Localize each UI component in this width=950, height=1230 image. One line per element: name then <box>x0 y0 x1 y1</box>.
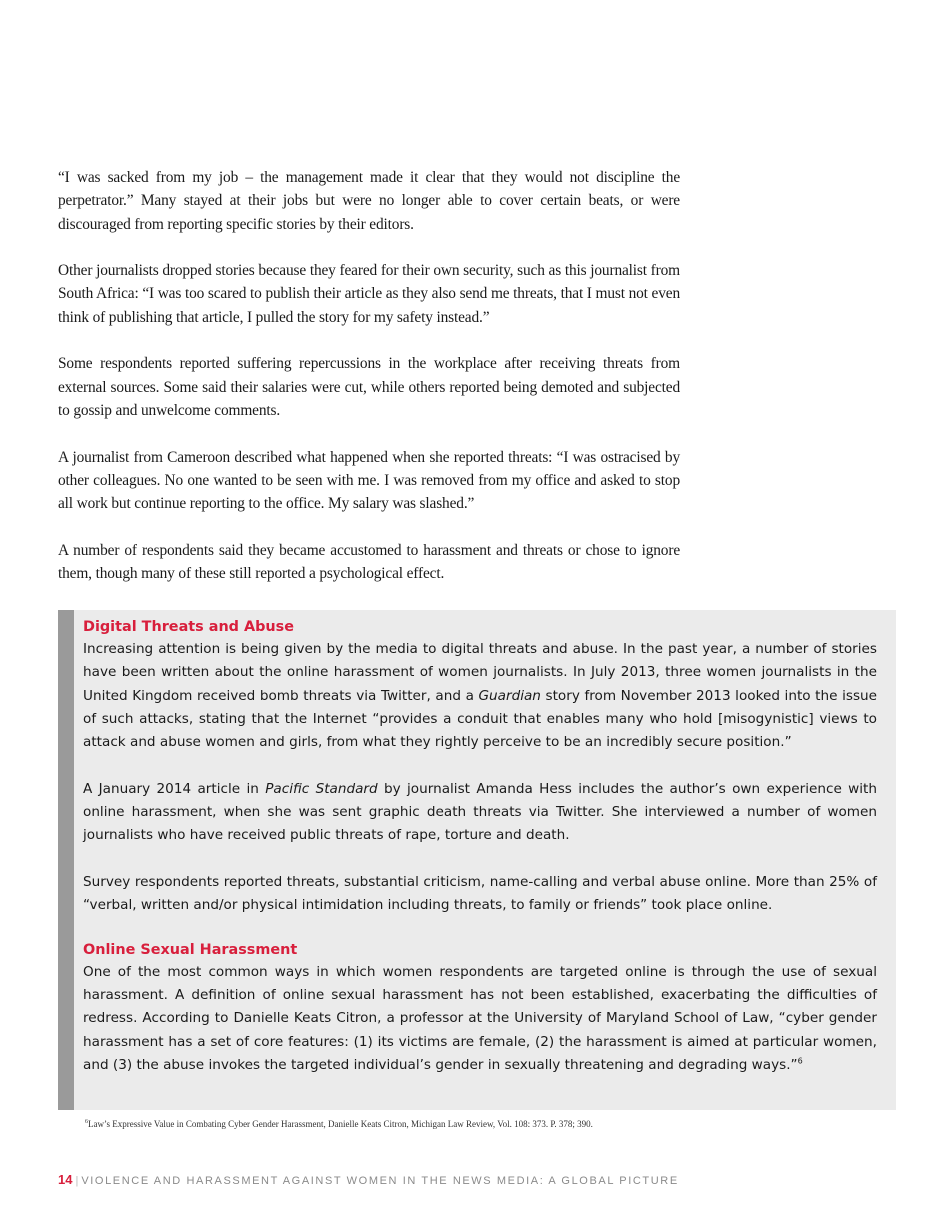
sidebar-box <box>58 610 896 1110</box>
sidebar-italic-text: Pacific Standard <box>265 780 378 797</box>
footnote <box>85 1119 593 1129</box>
sidebar-paragraph <box>83 961 877 1077</box>
sidebar-text: story from November 2013 looked into the issue of such attacks, stating that the Internet “provides a conduit that enables many who hold [misogynistic] views to attack and abuse women and girls, from what they rightly perceive to be an incredibly secure position.” <box>83 687 878 751</box>
body-paragraph: Other journalists dropped stories because they feared for their own security, such as this journalist from South Africa: “I was too scared to publish their article as they also send me threats, that I must not even think of publishing that article, I pulled the story for my safety instead.” <box>58 262 680 326</box>
sidebar-text: One of the most common ways in which women respondents are targeted online is through the use of sexual harassment. A definition of online sexual harassment has not been established, exacerbating the difficulties of redress. According to Danielle Keats Citron, a professor at the University of Maryland School of Law, “cyber gender harassment has a set of core features: (1) its victims are female, (2) the harassment is aimed at particular women, and (3) the abuse invokes the targeted individual’s gender in sexually threatening and degrading ways.” <box>83 963 877 1074</box>
sidebar-text: by journalist Amanda Hess includes the author’s own experience with online harassment, when she was sent graphic death threats via Twitter. She interviewed a number of women journalists who have received public threats of rape, torture and death. <box>83 780 877 844</box>
body-paragraph: A number of respondents said they became accustomed to harassment and threats or chose to ignore them, though many of these still reported a psychological effect. <box>58 541 680 583</box>
sidebar-paragraph <box>83 638 877 754</box>
body-paragraph: “I was sacked from my job – the management made it clear that they would not discipline the perpetrator.” Many stayed at their jobs but were no longer able to cover certain beats, or were discouraged from reporting specific stories by their editors. <box>58 169 680 233</box>
sidebar-paragraph <box>83 778 877 848</box>
body-paragraph: A journalist from Cameroon described what happened when she reported threats: “I was ostracised by other colleagues. No one wanted to be seen with me. I was removed from my office and asked to stop all work but continue reporting to the office. My salary was slashed.” <box>58 448 680 513</box>
main-body-text <box>58 166 680 609</box>
page-number: 14 <box>58 1172 73 1187</box>
footer-title: VIOLENCE AND HARASSMENT AGAINST WOMEN IN THE NEWS MEDIA: A GLOBAL PICTURE <box>81 1175 679 1187</box>
sidebar-text: Increasing attention is being given by the media to digital threats and abuse. In the past year, a number of stories have been written about the online harassment of women journalists. In July 2013, three women journalists in the United Kingdom received bomb threats via Twitter, and a <box>83 641 877 704</box>
sidebar-italic-text: Guardian <box>478 687 541 704</box>
footer-separator: | <box>75 1175 79 1187</box>
sidebar-heading-digital-threats: Digital Threats and Abuse <box>83 619 295 635</box>
sidebar-heading-online-sexual-harassment: Online Sexual Harassment <box>83 941 298 958</box>
sidebar-text: A January 2014 article in <box>83 780 266 797</box>
footnote-reference: 6 <box>797 1056 803 1066</box>
page-footer <box>58 1172 679 1187</box>
body-paragraph: Some respondents reported suffering repercussions in the workplace after receiving threats from external sources. Some said their salaries were cut, while others reported being demoted and subjected to gossip and unwelcome comments. <box>58 355 680 419</box>
footnote-text: Law’s Expressive Value in Combating Cyber Gender Harassment, Danielle Keats Citron, Michigan Law Review, Vol. 108: 373. P. 378; 390. <box>88 1119 593 1129</box>
footnote-number: 6 <box>85 1119 88 1125</box>
sidebar-accent-bar <box>58 610 74 1110</box>
sidebar-content <box>83 618 877 1101</box>
sidebar-paragraph: Survey respondents reported threats, substantial criticism, name-calling and verbal abuse online. More than 25% of “verbal, written and/or physical intimidation including threats, to family or friends” took place online. <box>83 873 877 914</box>
